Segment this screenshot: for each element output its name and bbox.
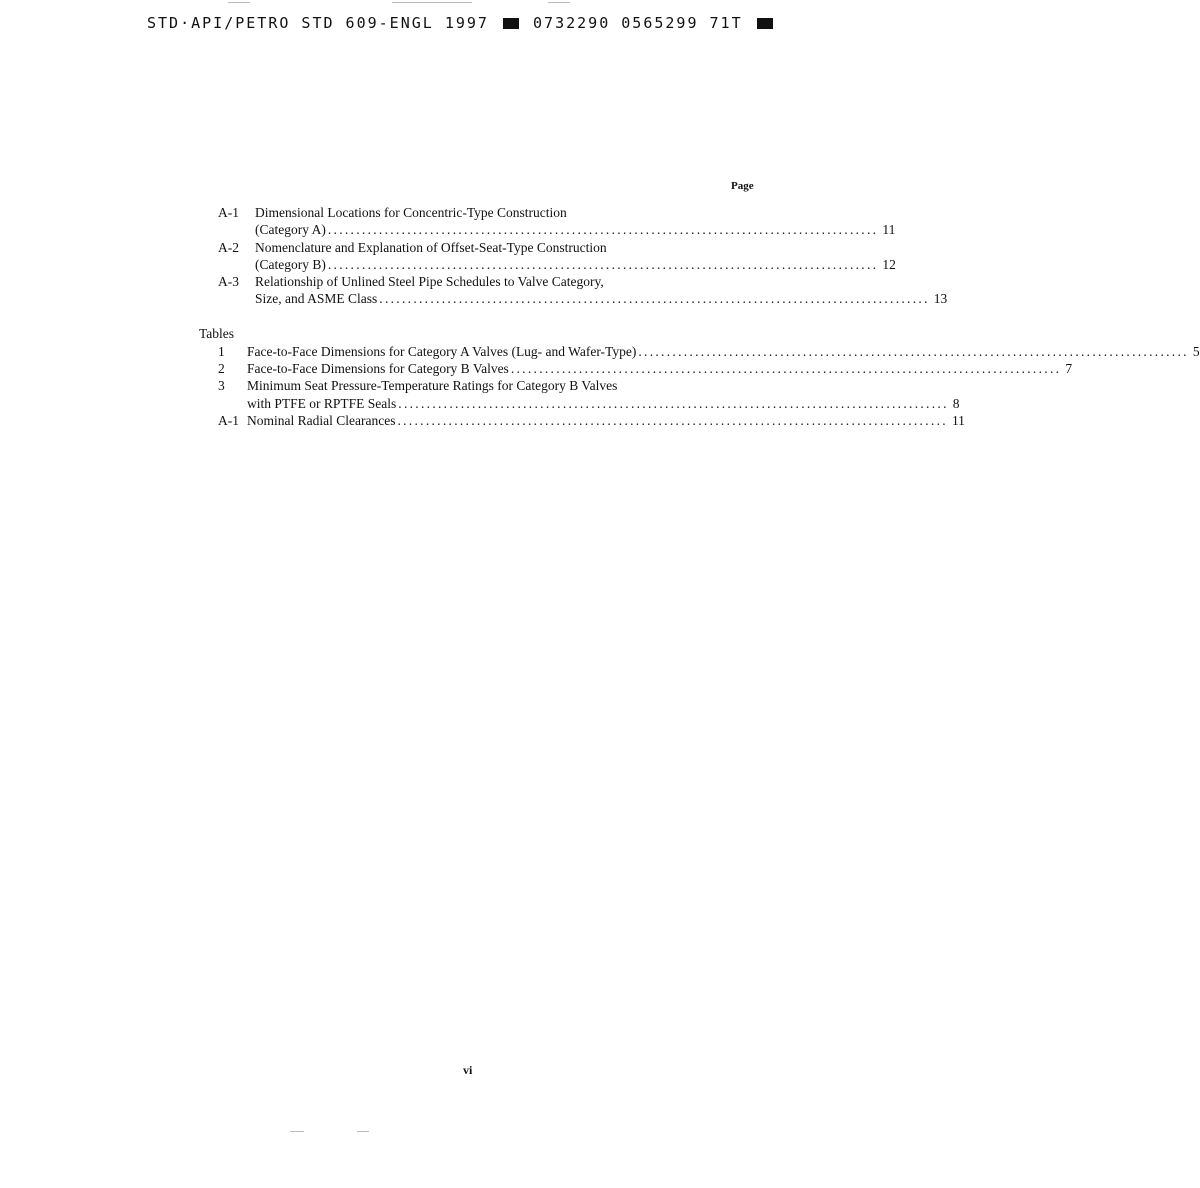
entry-title-continued: (Category B) (255, 257, 326, 272)
dot-leader: ................................................................................................. (379, 291, 930, 306)
dot-leader: ................................................................................................. (398, 396, 949, 411)
entry-leader-line (255, 291, 948, 307)
entry-leader-line (247, 396, 960, 412)
entry-title: Dimensional Locations for Concentric-Type Construction (255, 205, 567, 220)
dot-leader: ................................................................................................. (327, 257, 879, 272)
page-footer-number: vi (463, 1063, 473, 1077)
entry-page-number: 8 (952, 396, 960, 411)
scan-artifact-top (548, 2, 570, 3)
entry-leader-line (247, 361, 1073, 377)
scan-artifact-bottom (357, 1131, 369, 1132)
entry-number: A-3 (218, 274, 239, 289)
scan-artifact-top (392, 2, 472, 3)
scan-artifact-top (228, 2, 250, 3)
entry-number: A-1 (218, 413, 239, 428)
dot-leader: ................................................................................................. (638, 344, 1189, 359)
entry-page-number: 13 (933, 291, 948, 306)
entry-leader-line (247, 344, 1200, 360)
entry-number: A-1 (218, 205, 239, 220)
document-header (147, 14, 787, 32)
entry-page-number: 11 (951, 413, 965, 428)
entry-leader-line (255, 222, 896, 238)
entry-title: Face-to-Face Dimensions for Category A Valves (Lug- and Wafer-Type) (247, 344, 637, 359)
entry-title-continued: Size, and ASME Class (255, 291, 378, 306)
header-barcode-number: 0732290 0565299 71T (533, 14, 743, 32)
entry-title: Relationship of Unlined Steel Pipe Schedules to Valve Category, (255, 274, 604, 289)
entry-title-continued: with PTFE or RPTFE Seals (247, 396, 397, 411)
tables-heading: Tables (199, 326, 235, 341)
page-column-label: Page (731, 180, 754, 192)
dot-leader: ................................................................................................. (397, 413, 948, 428)
entry-number: 3 (218, 378, 225, 393)
dot-leader: ................................................................................................. (327, 222, 879, 237)
header-block-mark (503, 18, 519, 29)
entry-title-continued: (Category A) (255, 222, 326, 237)
dot-leader: ................................................................................................. (510, 361, 1062, 376)
entry-leader-line (255, 257, 896, 273)
entry-page-number: 5 (1192, 344, 1200, 359)
entry-title: Nomenclature and Explanation of Offset-Seat-Type Construction (255, 240, 607, 255)
entry-number: 2 (218, 361, 225, 376)
entry-page-number: 7 (1065, 361, 1073, 376)
entry-title: Face-to-Face Dimensions for Category B Valves (247, 361, 509, 376)
entry-page-number: 12 (882, 257, 896, 272)
entry-leader-line (247, 413, 965, 429)
entry-number: 1 (218, 344, 225, 359)
scan-artifact-bottom (290, 1131, 304, 1132)
header-block-mark (757, 18, 773, 29)
entry-number: A-2 (218, 240, 239, 255)
entry-page-number: 11 (882, 222, 896, 237)
entry-title: Nominal Radial Clearances (247, 413, 396, 428)
entry-title: Minimum Seat Pressure-Temperature Ratings for Category B Valves (247, 378, 618, 393)
header-code: STD·API/PETRO STD 609-ENGL 1997 (147, 14, 489, 32)
